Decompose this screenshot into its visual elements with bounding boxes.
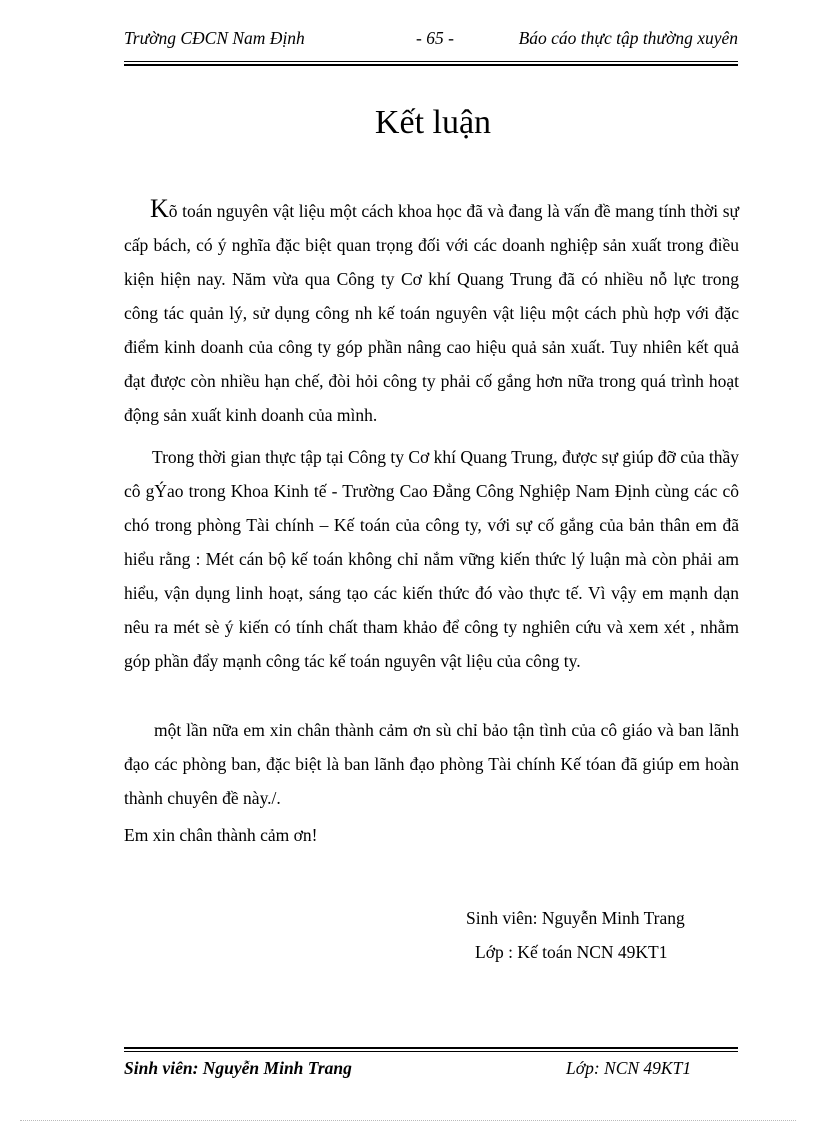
header-rule-thick bbox=[124, 64, 738, 66]
paragraph-1-dropcap: K bbox=[150, 194, 169, 223]
paragraph-1 bbox=[124, 194, 739, 432]
page-edge-dotted-line bbox=[20, 1120, 796, 1121]
paragraph-3-text: một lần nữa em xin chân thành cảm ơn sù chỉ bảo tận tình của cô giáo và ban lãnh đạo các phòng ban, đặc biệt là ban lãnh đạo phòng Tài chính Kế tóan đã giúp em hoàn thành chuyên đề này./. bbox=[124, 720, 739, 808]
footer-class: Lớp: NCN 49KT1 bbox=[566, 1058, 692, 1078]
signature-student: Sinh viên: Nguyễn Minh Trang bbox=[466, 908, 685, 928]
paragraph-3 bbox=[124, 713, 739, 815]
footer-rule-thin bbox=[124, 1051, 738, 1052]
page-footer bbox=[124, 1058, 738, 1084]
paragraph-1-text: õ toán nguyên vật liệu một cách khoa học đã và đang là vấn đề mang tính thời sự cấp bách, có ý nghĩa đặc biệt quan trọng đối với các doanh nghiệp sản xuất trong điều kiện hiện nay. Năm vừa qua Công ty Cơ khí Quang Trung đã có nhiều nỗ lực trong công tác quản lý, sử dụng công nh kế toán nguyên vật liệu một cách phù hợp với đặc điểm kinh doanh của công ty góp phần nâng cao hiệu quả sản xuất. Tuy nhiên kết quả đạt được còn nhiều hạn chế, đòi hỏi công ty phải cố gắng hơn nữa trong quá trình hoạt động sản xuất kinh doanh của mình. bbox=[124, 201, 739, 425]
paragraph-2 bbox=[124, 440, 739, 678]
header-school: Trường CĐCN Nam Định bbox=[124, 28, 305, 48]
header-page-number: - 65 - bbox=[416, 28, 454, 48]
footer-rule-thick bbox=[124, 1047, 738, 1049]
page-header bbox=[124, 28, 738, 52]
page-title: Kết luận bbox=[374, 104, 492, 141]
header-report-title: Báo cáo thực tập thường xuyên bbox=[518, 28, 738, 48]
signature-class: Lớp : Kế toán NCN 49KT1 bbox=[475, 942, 668, 962]
paragraph-4: Em xin chân thành cảm ơn! bbox=[124, 825, 318, 845]
paragraph-2-text: Trong thời gian thực tập tại Công ty Cơ khí Quang Trung, được sự giúp đỡ của thầy cô gÝao trong Khoa Kinh tế - Trường Cao Đẳng Công Nghiệp Nam Định cùng các cô chó trong phòng Tài chính – Kế toán của công ty, với sự cố gắng của bản thân em đã hiểu rằng : Mét cán bộ kế toán không chỉ nắm vững kiến thức lý luận mà còn phải am hiểu, vận dụng linh hoạt, sáng tạo các kiến thức đó vào thực tế. Vì vậy em mạnh dạn nêu ra mét sè ý kiến có tính chất tham khảo để công ty nghiên cứu và xem xét , nhằm góp phần đẩy mạnh công tác kế toán nguyên vật liệu của công ty. bbox=[124, 447, 739, 671]
footer-student: Sinh viên: Nguyễn Minh Trang bbox=[124, 1058, 352, 1078]
header-rule-thin bbox=[124, 61, 738, 62]
